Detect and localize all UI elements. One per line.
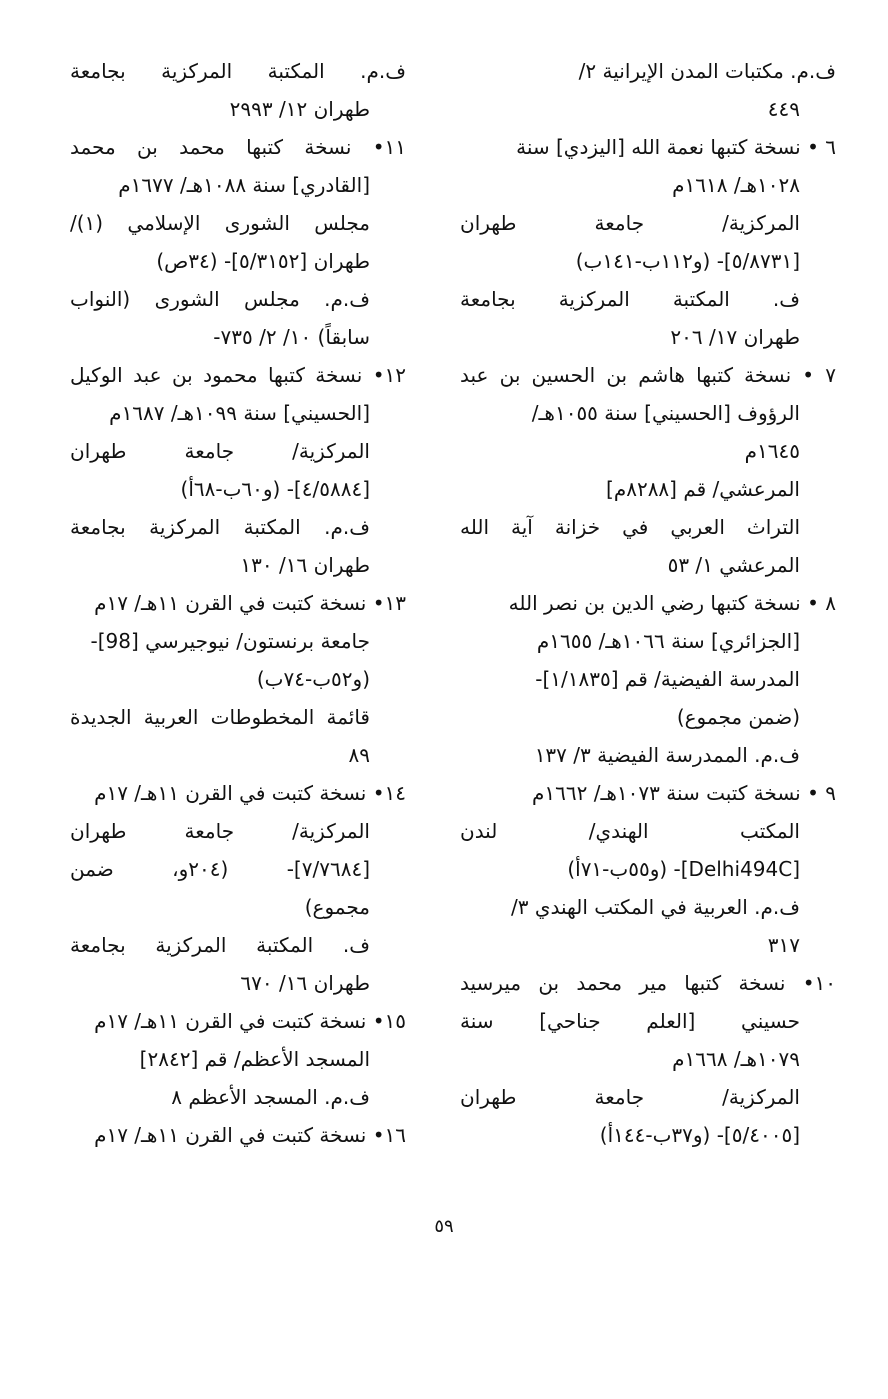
entry-line: المركزية/ جامعة طهران [70,439,370,463]
entry-line: ٣١٧ [767,933,800,957]
entry-line: المركزية/ جامعة طهران [70,819,370,843]
entry-line: قائمة المخطوطات العربية الجديدة [70,705,370,729]
entry-line: طهران ١٧/ ٢٠٦ [670,325,800,349]
manuscript-entry [70,1002,406,1116]
manuscript-entry [460,584,836,774]
entry-line: ٦ • نسخة كتبها نعمة الله [اليزدي] سنة [516,135,836,159]
manuscript-entry [460,52,836,128]
entry-line: طهران ١٦/ ٦٧٠ [240,971,370,995]
entry-line: التراث العربي في خزانة آية الله [460,515,800,539]
page-number: ٥٩ [434,1216,454,1237]
left-column [70,52,406,1154]
entry-line: [الحسيني] سنة ١٠٩٩هـ/ ١٦٨٧م [109,401,370,425]
entry-line: طهران ١٢/ ٢٩٩٣ [229,97,370,121]
right-column [460,52,836,1154]
manuscript-entry [70,356,406,584]
entry-line: ف.م. المسجد الأعظم ٨ [171,1085,370,1109]
entry-line: [القادري] سنة ١٠٨٨هـ/ ١٦٧٧م [118,173,370,197]
entry-line: ١٠٧٩هـ/ ١٦٦٨م [672,1047,800,1071]
manuscript-entry [460,128,836,356]
entry-line: (ضمن مجموع) [676,705,800,729]
entry-line: ف.م. المكتبة المركزية بجامعة [70,515,370,539]
entry-line: [٥/٨٧٣١]- (و١١٢ب-١٤١ب) [575,249,800,273]
entry-line: ١٥• نسخة كتبت في القرن ١١هـ/ ١٧م [94,1009,406,1033]
entry-line: ١٦٤٥م [744,439,800,463]
entry-line: المرعشي ١/ ٥٣ [667,553,800,577]
manuscript-entry [70,584,406,774]
entry-line: ف.م. العربية في المكتب الهندي ٣/ [511,895,800,919]
entry-line: ف.م. مجلس الشورى (النواب [70,287,370,311]
entry-line: ف. المكتبة المركزية بجامعة [70,933,370,957]
entry-line: [٥/٤٠٠٥]- (و٣٧ب-١٤٤أ) [599,1123,800,1147]
entry-line: (و٥٢ب-٧٤ب) [256,667,370,691]
entry-line: [الجزائري] سنة ١٠٦٦هـ/ ١٦٥٥م [536,629,800,653]
entry-line: ٨٩ [348,743,370,767]
entry-line: المدرسة الفيضية/ قم [١/١٨٣٥]- [535,667,800,691]
manuscript-entry [70,52,406,128]
entry-line: ١٠• نسخة كتبها مير محمد بن ميرسيد [460,971,836,995]
entry-line: جامعة برنستون/ نيوجيرسي [98]- [90,629,370,653]
entry-line: ٤٤٩ [767,97,800,121]
entry-line: المكتب الهندي/ لندن [460,819,800,843]
entry-line: المركزية/ جامعة طهران [460,211,800,235]
entry-line: ١٠٢٨هـ/ ١٦١٨م [672,173,800,197]
entry-line: ف.م. الممدرسة الفيضية ٣/ ١٣٧ [534,743,800,767]
entry-line: المركزية/ جامعة طهران [460,1085,800,1109]
entry-line: المسجد الأعظم/ قم [٢٨٤٢] [139,1047,370,1071]
entry-line: ١١• نسخة كتبها محمد بن محمد [70,135,406,159]
entry-line: ف. المكتبة المركزية بجامعة [460,287,800,311]
entry-line: سابقاً) ١٠/ ٢/ ٧٣٥- [213,325,370,349]
entry-line: ١٤• نسخة كتبت في القرن ١١هـ/ ١٧م [94,781,406,805]
manuscript-entry [70,1116,406,1154]
entry-line: طهران [٥/٣١٥٢]- (٣٤ص) [156,249,370,273]
manuscript-entry [460,964,836,1154]
entry-line: ف.م. المكتبة المركزية بجامعة [70,59,406,83]
entry-line: ٧ • نسخة كتبها هاشم بن الحسين بن عبد [460,363,836,387]
entry-line: [٤/٥٨٨٤]- (و٦٠ب-٦٨أ) [180,477,370,501]
manuscript-entry [460,774,836,964]
entry-line: ١٢• نسخة كتبها محمود بن عبد الوكيل [70,363,406,387]
entry-line: ف.م. مكتبات المدن الإيرانية ٢/ [578,59,836,83]
entry-line: المرعشي/ قم [٨٢٨٨م] [606,477,800,501]
entry-line: مجلس الشورى الإسلامي (١)/ [70,211,370,235]
manuscript-entry [460,356,836,584]
entry-line: [٧/٧٦٨٤]- (٢٠٤و، ضمن [70,857,370,881]
entry-line: [Delhi494C]- (و٥٥ب-٧١أ) [567,857,800,881]
manuscript-entry [70,128,406,356]
entry-line: حسيني [العلم جناحي] سنة [460,1009,800,1033]
entry-line: الرؤوف [الحسيني] سنة ١٠٥٥هـ/ [531,401,800,425]
manuscript-entry [70,774,406,1002]
entry-line: ٩ • نسخة كتبت سنة ١٠٧٣هـ/ ١٦٦٢م [532,781,836,805]
entry-line: ١٦• نسخة كتبت في القرن ١١هـ/ ١٧م [94,1123,406,1147]
entry-line: طهران ١٦/ ١٣٠ [240,553,370,577]
entry-line: ١٣• نسخة كتبت في القرن ١١هـ/ ١٧م [94,591,406,615]
entry-line: مجموع) [304,895,370,919]
entry-line: ٨ • نسخة كتبها رضي الدين بن نصر الله [508,591,836,615]
